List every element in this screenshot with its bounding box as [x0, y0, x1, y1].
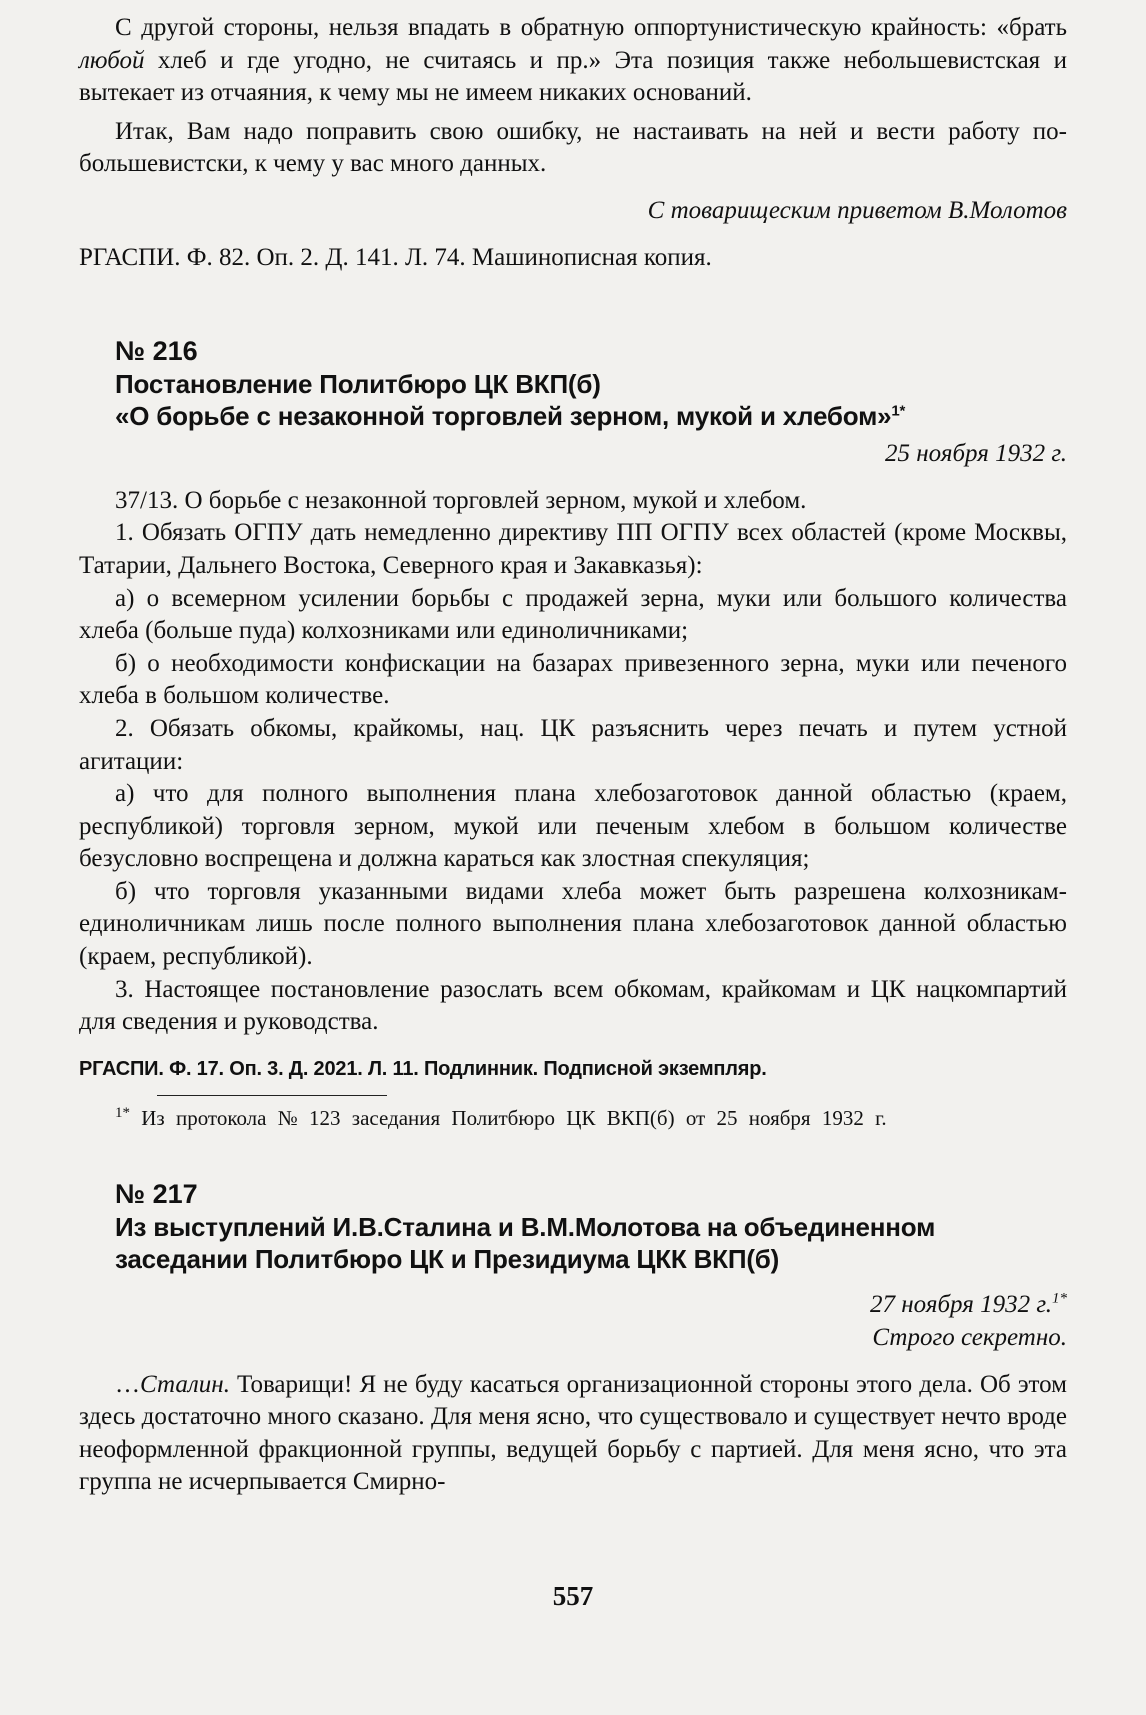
text-run: хлеб и где угодно, не считаясь и пр.» Эта позиция также небольшевистская и вытекает из отчаяния, к чему мы не имеем никаких оснований. [79, 46, 1067, 107]
document-title-line: Из выступлений И.В.Сталина и В.М.Молотова на объединенном [115, 1212, 936, 1243]
resolution-paragraph: а) что для полного выполнения плана хлебозаготовок данной областью (краем, республикой) торговля зерном, мукой или печеным хлебом в большом количестве безусловно воспрещена и должна караться как злостная спекуляция; [79, 780, 1067, 873]
speech-paragraph [79, 1369, 1067, 1499]
resolution-paragraph: б) о необходимости конфискации на базарах привезенного зерна, муки или печеного хлеба в большом количестве. [79, 649, 1067, 710]
archive-source: РГАСПИ. Ф. 17. Оп. 3. Д. 2021. Л. 11. Подлинник. Подписной экземпляр. [79, 1057, 767, 1080]
speaker-name: Сталин. [140, 1370, 230, 1398]
emphasis-word: любой [79, 46, 145, 74]
page-text [79, 12, 1067, 1499]
resolution-paragraph: 2. Обязать обкомы, крайкомы, нац. ЦК разъяснить через печать и путем устной агитации: [79, 714, 1067, 775]
resolution-paragraph: б) что торговля указанными видами хлеба может быть разрешена колхозникам-единоличникам лишь после полного выполнения плана хлебозаготовок данной областью (краем, республикой). [79, 877, 1067, 971]
footnote-text: Из протокола № 123 заседания Политбюро ЦК ВКП(б) от 25 ноября 1932 г. [141, 1106, 887, 1131]
prev-paragraph-2: Итак, Вам надо поправить свою ошибку, не настаивать на ней и вести работу по-большевистски, к чему у вас много данных. [79, 117, 1067, 178]
date-text: 27 ноября 1932 г. [870, 1291, 1052, 1319]
resolution-paragraph: 37/13. О борьбе с незаконной торговлей зерном, мукой и хлебом. [115, 486, 807, 514]
prev-paragraph-1 [79, 12, 1067, 110]
document-title-line: заседании Политбюро ЦК и Президиума ЦКК ВКП(б) [115, 1244, 780, 1275]
document-title-line [79, 400, 1067, 432]
footnote-mark: 1* [115, 1105, 130, 1122]
document-date: 25 ноября 1932 г. [885, 440, 1067, 468]
footnote-ref: 1* [1052, 1291, 1067, 1308]
footnote [79, 1104, 1067, 1133]
resolution-paragraph: а) о всемерном усилении борьбы с продажей зерна, муки или большого количества хлеба (больше пуда) колхозниками или единоличниками; [79, 584, 1067, 645]
document-number: № 216 [115, 336, 198, 367]
document-number: № 217 [115, 1179, 198, 1210]
page-number: 557 [552, 1581, 594, 1611]
signoff: С товарищеским приветом В.Молотов [647, 196, 1067, 224]
footnote-ref: 1* [891, 402, 906, 420]
classification-mark: Строго секретно. [872, 1324, 1067, 1352]
document-title-line: Постановление Политбюро ЦК ВКП(б) [115, 369, 601, 400]
archive-source: РГАСПИ. Ф. 82. Оп. 2. Д. 141. Л. 74. Машинописная копия. [79, 243, 712, 271]
speech-text: Товарищи! Я не буду касаться организационной стороны этого дела. Об этом здесь достаточно много сказано. Для меня ясно, что существовало и существует нечто вроде неоформленной фракционной группы, ведущей борьбу с партией. Для меня ясно, что эта группа не исчерпывается Смирно- [79, 1370, 1067, 1496]
document-date [79, 1289, 1067, 1322]
resolution-paragraph: 3. Настоящее постановление разослать всем обкомам, крайкомам и ЦК нацкомпартий для сведения и руководства. [79, 975, 1067, 1036]
text-run: С другой стороны, нельзя впадать в обратную оппортунистическую крайность: «брать [115, 14, 1067, 41]
ellipsis: … [115, 1370, 140, 1398]
footnote-divider [157, 1095, 387, 1096]
resolution-paragraph: 1. Обязать ОГПУ дать немедленно директиву ПП ОГПУ всех областей (кроме Москвы, Татарии, Дальнего Востока, Северного края и Закавказья): [79, 519, 1067, 579]
title-text: «О борьбе с незаконной торговлей зерном, мукой и хлебом» [115, 401, 892, 432]
